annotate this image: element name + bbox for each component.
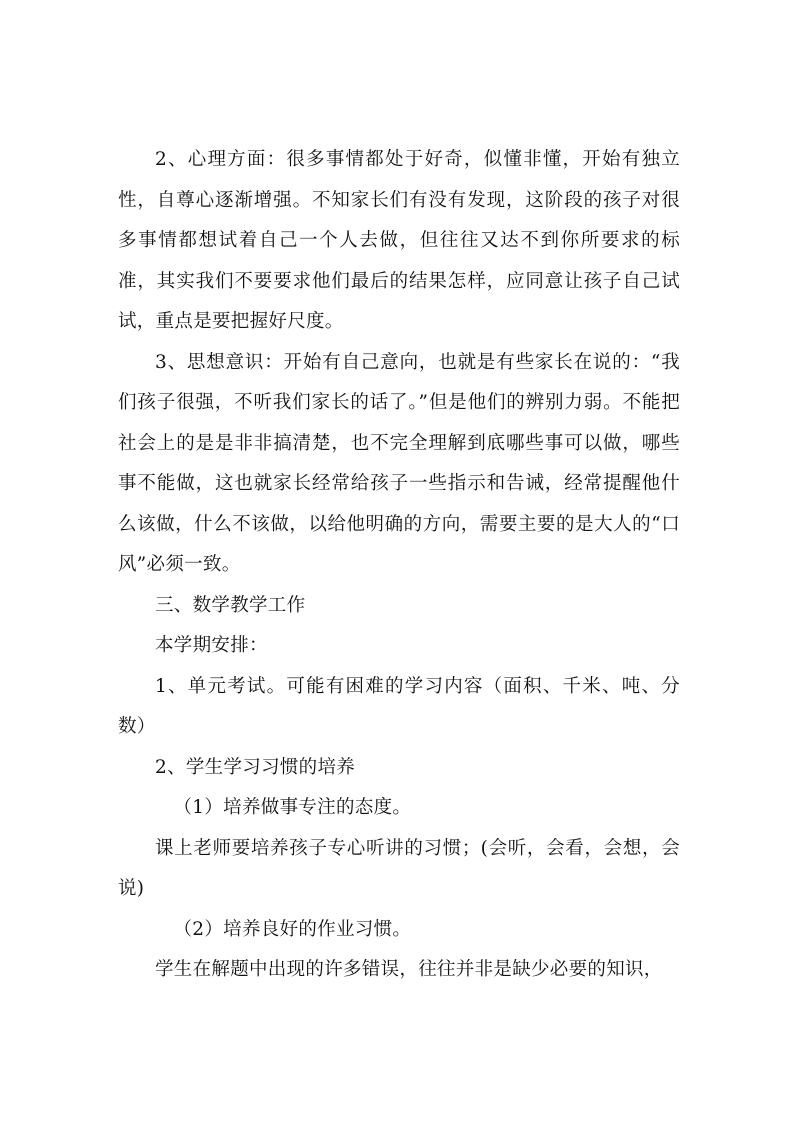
paragraph-focus-attitude: （1）培养做事专注的态度。 [173, 797, 412, 818]
paragraph-listening-habit: 课上老师要培养孩子专心听讲的习惯；(会听，会看，会想，会说) [118, 837, 680, 899]
document-body [118, 140, 680, 991]
paragraph-thinking: 3、思想意识：开始有自己意向，也就是有些家长在说的：“我们孩子很强，不听我们家长的话了。”但是他们的辨别力弱。不能把社会上的是是非非搞清楚，也不完全理解到底哪些事可以做，哪些事不能做，这也就家长经常给孩子一些指示和告诫，经常提醒他什么该做，什么不该做，以给他明确的方向，需要主要的是大人的“口风”必须一致。 [118, 351, 680, 575]
paragraph-psychology: 2、心理方面：很多事情都处于好奇，似懂非懂，开始有独立性，自尊心逐渐增强。不知家长们有没有发现，这阶段的孩子对很多事情都想试着自己一个人去做，但往往又达不到你所要求的标准，其实我们不要要求他们最后的结果怎样，应同意让孩子自己试试，重点是要把握好尺度。 [118, 149, 680, 332]
paragraph-errors: 学生在解题中出现的许多错误，往往并非是缺少必要的知识， [155, 959, 663, 980]
paragraph-semester-plan: 本学期安排： [155, 635, 268, 656]
paragraph-study-habits: 2、学生学习习惯的培养 [155, 756, 356, 778]
paragraph-unit-exam: 1、单元考试。可能有困难的学习内容（面积、千米、吨、分数） [118, 675, 680, 737]
section-heading-math: 三、数学教学工作 [155, 594, 306, 616]
paragraph-homework-habit: （2）培养良好的作业习惯。 [173, 918, 412, 940]
